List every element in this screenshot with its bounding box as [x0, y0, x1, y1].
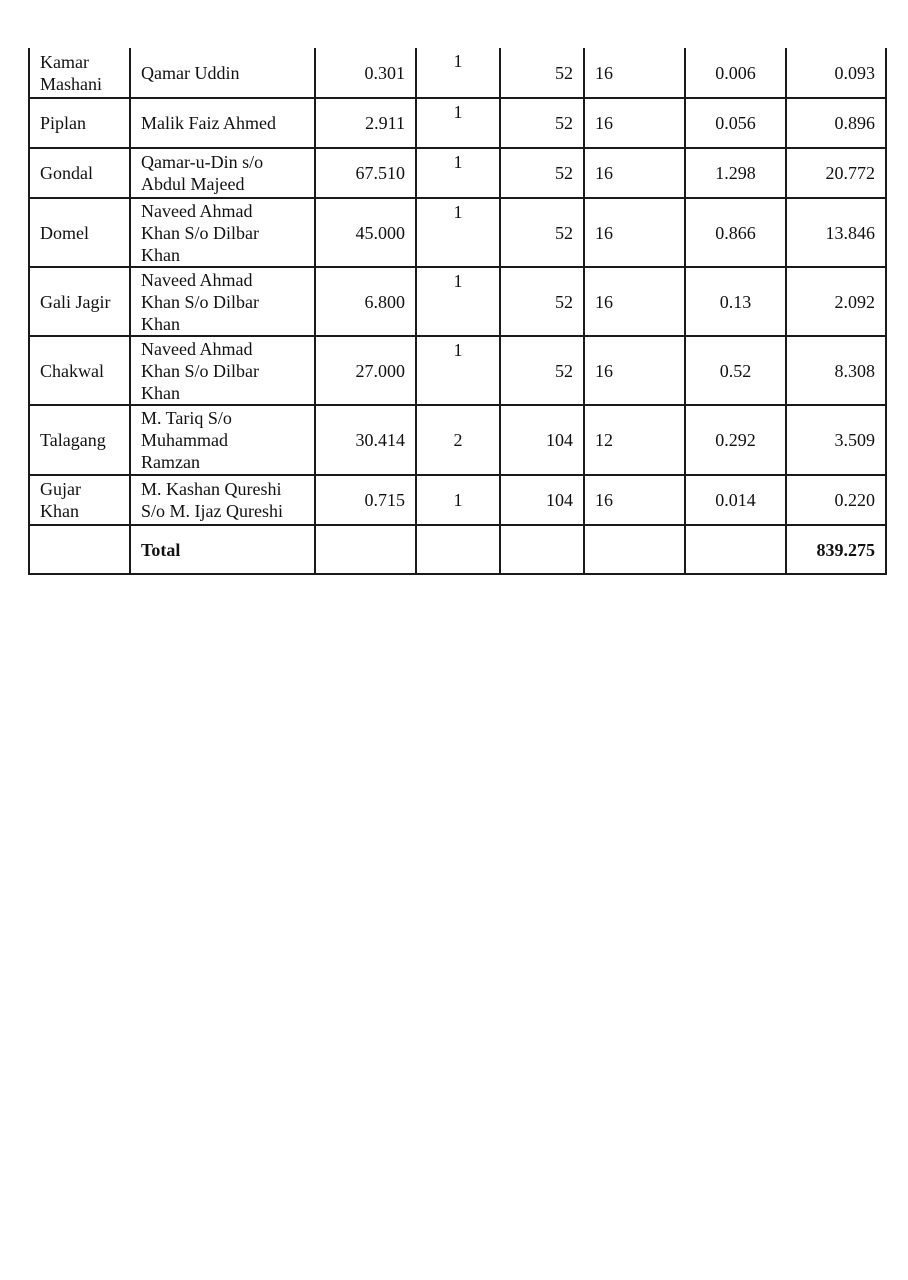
- place-cell: Domel: [29, 198, 130, 267]
- amount-cell: 0.896: [786, 98, 886, 148]
- col5-cell: 52: [500, 48, 584, 98]
- amount-cell: 3.509: [786, 405, 886, 475]
- total-row: [29, 525, 886, 574]
- col6-cell: 16: [584, 198, 685, 267]
- col5-cell: 52: [500, 98, 584, 148]
- units-cell: 2: [416, 405, 500, 475]
- table-row: [29, 98, 886, 148]
- amount-cell: 0.220: [786, 475, 886, 525]
- col6-cell: 16: [584, 48, 685, 98]
- units-cell: 1: [416, 336, 500, 405]
- place-cell: Chakwal: [29, 336, 130, 405]
- quantity-cell: 67.510: [315, 148, 416, 198]
- name-cell: M. Tariq S/o Muhammad Ramzan: [130, 405, 315, 475]
- amount-cell: 20.772: [786, 148, 886, 198]
- units-cell: 1: [416, 475, 500, 525]
- empty-cell: [584, 525, 685, 574]
- table-row: [29, 267, 886, 336]
- amount-cell: 2.092: [786, 267, 886, 336]
- data-table: [28, 48, 887, 575]
- place-cell: Gujar Khan: [29, 475, 130, 525]
- place-cell: Gali Jagir: [29, 267, 130, 336]
- name-cell: Qamar-u-Din s/o Abdul Majeed: [130, 148, 315, 198]
- name-cell: Naveed Ahmad Khan S/o Dilbar Khan: [130, 267, 315, 336]
- quantity-cell: 30.414: [315, 405, 416, 475]
- empty-cell: [500, 525, 584, 574]
- table-row: [29, 336, 886, 405]
- col7-cell: 0.006: [685, 48, 786, 98]
- units-cell: 1: [416, 98, 500, 148]
- place-cell: Talagang: [29, 405, 130, 475]
- col5-cell: 104: [500, 405, 584, 475]
- units-cell: 1: [416, 48, 500, 98]
- quantity-cell: 27.000: [315, 336, 416, 405]
- col7-cell: 0.866: [685, 198, 786, 267]
- place-cell: Gondal: [29, 148, 130, 198]
- name-cell: Malik Faiz Ahmed: [130, 98, 315, 148]
- empty-cell: [685, 525, 786, 574]
- name-cell: Naveed Ahmad Khan S/o Dilbar Khan: [130, 198, 315, 267]
- col7-cell: 0.13: [685, 267, 786, 336]
- empty-cell: [416, 525, 500, 574]
- amount-cell: 13.846: [786, 198, 886, 267]
- col7-cell: 0.52: [685, 336, 786, 405]
- quantity-cell: 0.715: [315, 475, 416, 525]
- table-row: [29, 475, 886, 525]
- col5-cell: 52: [500, 148, 584, 198]
- col5-cell: 52: [500, 198, 584, 267]
- quantity-cell: 6.800: [315, 267, 416, 336]
- col7-cell: 0.292: [685, 405, 786, 475]
- table-row: [29, 198, 886, 267]
- col7-cell: 1.298: [685, 148, 786, 198]
- name-cell: M. Kashan Qureshi S/o M. Ijaz Qureshi: [130, 475, 315, 525]
- total-value: 839.275: [786, 525, 886, 574]
- col6-cell: 12: [584, 405, 685, 475]
- col5-cell: 52: [500, 336, 584, 405]
- col5-cell: 52: [500, 267, 584, 336]
- col7-cell: 0.056: [685, 98, 786, 148]
- col5-cell: 104: [500, 475, 584, 525]
- amount-cell: 0.093: [786, 48, 886, 98]
- quantity-cell: 2.911: [315, 98, 416, 148]
- table-body: [29, 48, 886, 574]
- empty-cell: [29, 525, 130, 574]
- col6-cell: 16: [584, 267, 685, 336]
- col6-cell: 16: [584, 475, 685, 525]
- table-row: [29, 48, 886, 98]
- place-cell: Kamar Mashani: [29, 48, 130, 98]
- units-cell: 1: [416, 198, 500, 267]
- col6-cell: 16: [584, 98, 685, 148]
- empty-cell: [315, 525, 416, 574]
- amount-cell: 8.308: [786, 336, 886, 405]
- quantity-cell: 0.301: [315, 48, 416, 98]
- col7-cell: 0.014: [685, 475, 786, 525]
- name-cell: Naveed Ahmad Khan S/o Dilbar Khan: [130, 336, 315, 405]
- col6-cell: 16: [584, 148, 685, 198]
- units-cell: 1: [416, 148, 500, 198]
- col6-cell: 16: [584, 336, 685, 405]
- quantity-cell: 45.000: [315, 198, 416, 267]
- units-cell: 1: [416, 267, 500, 336]
- total-label: Total: [130, 525, 315, 574]
- table-row: [29, 405, 886, 475]
- place-cell: Piplan: [29, 98, 130, 148]
- name-cell: Qamar Uddin: [130, 48, 315, 98]
- table-row: [29, 148, 886, 198]
